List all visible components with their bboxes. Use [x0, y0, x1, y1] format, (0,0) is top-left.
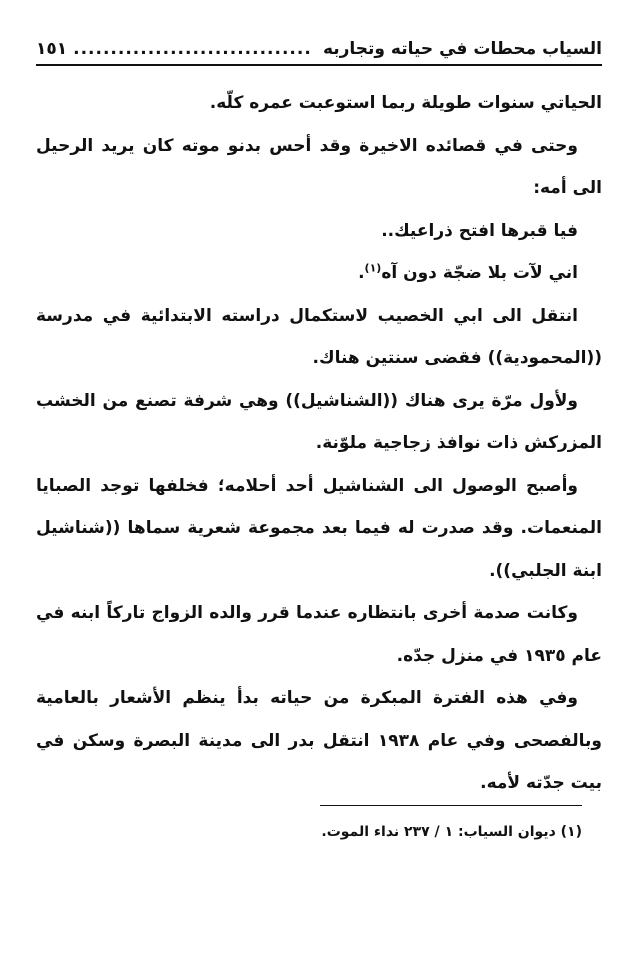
paragraph-6: وكانت صدمة أخرى بانتظاره عندما قرر والده الزواج تاركاً ابنه في عام ١٩٣٥ في منزل جدّه.	[36, 603, 602, 666]
verse-line-2	[36, 252, 602, 295]
footnote-marker: (١)	[364, 261, 382, 275]
paragraph-4: ولأول مرّة يرى هناك ((الشناشيل)) وهي شرفة تصنع من الخشب المزركش ذات نوافذ زجاجية ملوّنة.	[36, 390, 602, 453]
body-text	[36, 82, 602, 805]
paragraph-1: الحياتي سنوات طويلة ربما استوعبت عمره كلّه.	[209, 93, 602, 113]
verse-line-2-tail: .	[358, 263, 365, 283]
leader-dots: ................................	[73, 39, 312, 59]
verse-line-1: فيا قبرها افتح ذراعيك..	[381, 220, 578, 241]
paragraph-7: وفي هذه الفترة المبكرة من حياته بدأ ينظم الأشعار بالعامية وبالفصحى وفي عام ١٩٣٨ انتقل بدر الى مدينة البصرة وسكن في بيت جدّته لأمه.	[36, 688, 602, 793]
footnote: (١) ديوان السياب: ١ / ٢٣٧ نداء الموت.	[321, 824, 582, 840]
paragraph-3: انتقل الى ابي الخصيب لاستكمال دراسته الابتدائية في مدرسة ((المحمودية)) فقضى سنتين هناك.	[36, 305, 602, 368]
running-title: السياب محطات في حياته وتجاربه	[322, 39, 602, 59]
footnote-rule	[320, 805, 582, 806]
page-header	[36, 36, 602, 62]
paragraph-2: وحتى في قصائده الاخيرة وقد أحس بدنو موته كان يريد الرحيل الى أمه:	[36, 135, 602, 198]
header-rule	[36, 64, 602, 66]
paragraph-5: وأصبح الوصول الى الشناشيل أحد أحلامه؛ فخلفها توجد الصبايا المنعمات. وقد صدرت له فيما بعد مجموعة شعرية سماها ((شناشيل ابنة الجلبي)).	[36, 475, 602, 581]
verse-line-2-text: اني لآت بلا ضجّة دون آه	[381, 263, 578, 283]
page-number: ١٥١	[36, 39, 68, 59]
